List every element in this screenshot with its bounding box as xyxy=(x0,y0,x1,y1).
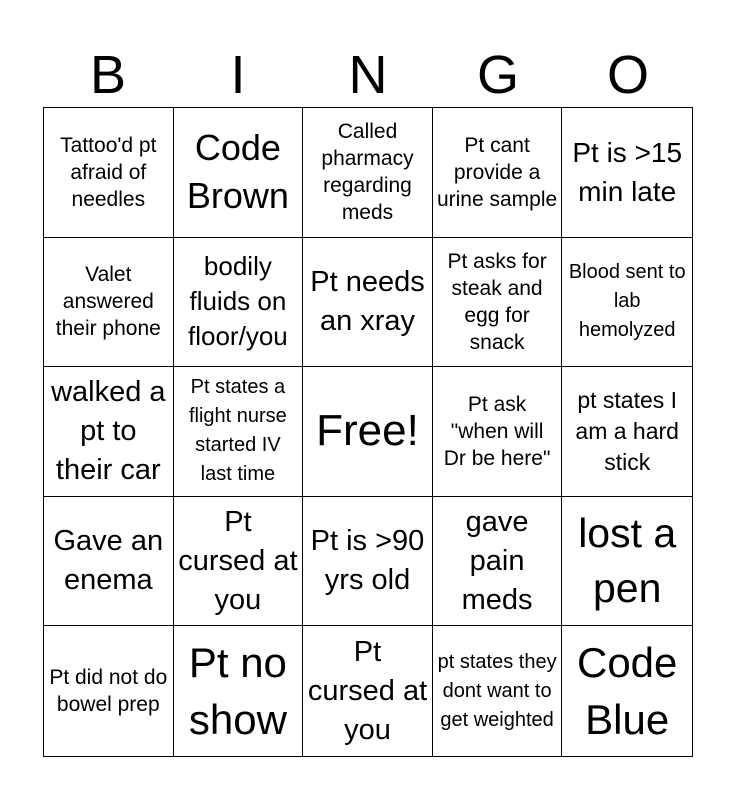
free-space-text: Free! xyxy=(316,406,419,456)
bingo-header xyxy=(43,42,693,108)
cell-text: Pt ask "when will Dr be here" xyxy=(443,392,551,470)
bingo-cell[interactable] xyxy=(174,626,304,756)
header-letter-b: B xyxy=(89,45,127,105)
bingo-cell[interactable] xyxy=(562,497,692,627)
cell-text: Pt is >90 yrs old xyxy=(310,525,425,597)
bingo-cell[interactable] xyxy=(44,497,174,627)
bingo-board xyxy=(43,107,693,757)
header-letter-i: I xyxy=(230,45,246,105)
bingo-cell[interactable] xyxy=(44,108,174,238)
cell-text: Pt is >15 min late xyxy=(572,137,683,208)
cell-text: Pt asks for steak and egg for snack xyxy=(447,249,547,354)
cell-text: Pt cursed at you xyxy=(307,635,428,746)
cell-text: Pt cant provide a urine sample xyxy=(436,133,558,211)
cell-text: pt states they dont want to get weighted xyxy=(437,650,557,731)
cell-text: gave pain meds xyxy=(461,505,533,616)
cell-text: Pt did not do bowel prep xyxy=(49,666,168,717)
cell-text: Called pharmacy regarding meds xyxy=(321,120,414,225)
bingo-cell[interactable] xyxy=(303,108,433,238)
cell-text: Valet answered their phone xyxy=(55,263,161,341)
bingo-cell[interactable] xyxy=(433,367,563,497)
cell-text: Code Blue xyxy=(576,639,678,744)
bingo-cell[interactable] xyxy=(562,238,692,368)
bingo-cell[interactable] xyxy=(174,497,304,627)
bingo-cell[interactable] xyxy=(174,108,304,238)
bingo-cell[interactable] xyxy=(174,238,304,368)
cell-text: walked a pt to their car xyxy=(51,375,166,486)
cell-text: Pt cursed at you xyxy=(178,505,298,616)
header-letter-n: N xyxy=(348,45,388,105)
cell-text: Tattoo'd pt afraid of needles xyxy=(60,133,157,211)
cell-text: lost a pen xyxy=(578,510,677,612)
header-letter-g: G xyxy=(476,45,519,105)
bingo-cell[interactable] xyxy=(562,367,692,497)
bingo-cell[interactable] xyxy=(433,108,563,238)
cell-text: Code Brown xyxy=(186,127,289,217)
cell-text: Pt no show xyxy=(188,639,287,744)
cell-text: pt states I am a hard stick xyxy=(575,386,679,475)
bingo-cell[interactable] xyxy=(562,626,692,756)
bingo-cell[interactable] xyxy=(174,367,304,497)
bingo-cell[interactable] xyxy=(562,108,692,238)
cell-text: Blood sent to lab hemolyzed xyxy=(568,261,686,342)
bingo-cell[interactable] xyxy=(433,238,563,368)
bingo-cell[interactable] xyxy=(433,626,563,756)
bingo-cell-free[interactable] xyxy=(303,367,433,497)
cell-text: bodily fluids on floor/you xyxy=(188,251,288,352)
cell-text: Pt states a flight nurse started IV last time xyxy=(188,376,287,486)
bingo-cell[interactable] xyxy=(303,238,433,368)
header-letter-o: O xyxy=(606,45,649,105)
bingo-cell[interactable] xyxy=(303,626,433,756)
bingo-cell[interactable] xyxy=(303,497,433,627)
cell-text: Gave an enema xyxy=(53,525,164,597)
bingo-cell[interactable] xyxy=(44,238,174,368)
cell-text: Pt needs an xray xyxy=(310,265,425,337)
bingo-cell[interactable] xyxy=(44,626,174,756)
bingo-cell[interactable] xyxy=(44,367,174,497)
bingo-cell[interactable] xyxy=(433,497,563,627)
